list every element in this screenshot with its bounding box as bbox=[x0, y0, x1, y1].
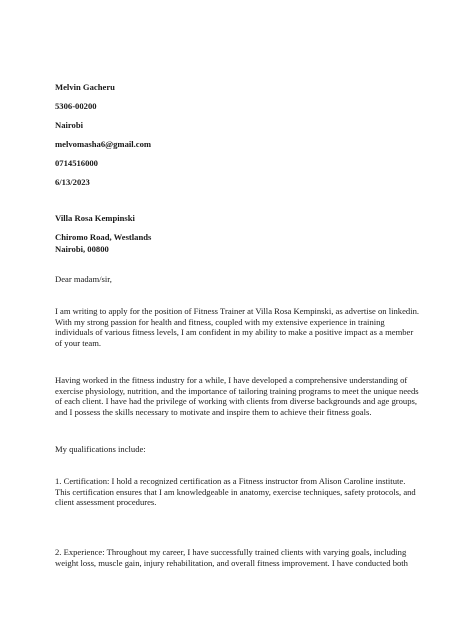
paragraph-line: of your team. bbox=[55, 337, 102, 348]
paragraph-line: I am writing to apply for the position of Fitness Trainer at Villa Rosa Kempinski, as advertise on linkedin. bbox=[55, 306, 420, 316]
salutation: Dear madam/sir, bbox=[55, 274, 112, 284]
paragraph-experience bbox=[55, 375, 427, 417]
paragraph-line: exercise physiology, nutrition, and the importance of tailoring training programs to meet the unique needs bbox=[55, 385, 419, 396]
paragraph-line: weight loss, muscle gain, injury rehabilitation, and overall fitness improvement. I have conducted both bbox=[55, 557, 408, 568]
recipient-city: Nairobi, 00800 bbox=[55, 244, 109, 254]
paragraph-line: and I possess the skills necessary to motivate and inspire them to achieve their fitness goals. bbox=[55, 406, 372, 417]
recipient-street: Chiromo Road, Westlands bbox=[55, 232, 152, 242]
paragraph-line: This certification ensures that I am knowledgeable in anatomy, exercise techniques, safety protocols, and bbox=[55, 486, 416, 497]
sender-email: melvomasha6@gmail.com bbox=[55, 139, 152, 149]
qualifications-intro: My qualifications include: bbox=[55, 444, 146, 454]
recipient-company: Villa Rosa Kempinski bbox=[55, 213, 135, 223]
sender-phone: 0714516000 bbox=[55, 158, 98, 168]
letter-date: 6/13/2023 bbox=[55, 177, 90, 187]
paragraph-line: 1. Certification: I hold a recognized certification as a Fitness instructor from Alison Caroline institute. bbox=[55, 476, 406, 486]
paragraph-line: individuals of various fitness levels, I am confident in my ability to make a positive impact as a member bbox=[55, 327, 414, 338]
qualification-certification bbox=[55, 476, 427, 508]
sender-city: Nairobi bbox=[55, 120, 84, 130]
sender-name: Melvin Gacheru bbox=[55, 82, 115, 92]
paragraph-intro bbox=[55, 306, 427, 348]
qualification-experience bbox=[55, 547, 427, 568]
paragraph-line: client assessment procedures. bbox=[55, 497, 157, 508]
paragraph-line: of each client. I have had the privilege of working with clients from diverse backgrounds and age groups, bbox=[55, 396, 418, 407]
paragraph-line: With my strong passion for health and fitness, coupled with my extensive experience in training bbox=[55, 316, 385, 327]
sender-postal: 5306-00200 bbox=[55, 101, 97, 111]
paragraph-line: Having worked in the fitness industry for a while, I have developed a comprehensive understanding of bbox=[55, 375, 408, 385]
paragraph-line: 2. Experience: Throughout my career, I have successfully trained clients with varying goals, including bbox=[55, 547, 407, 557]
